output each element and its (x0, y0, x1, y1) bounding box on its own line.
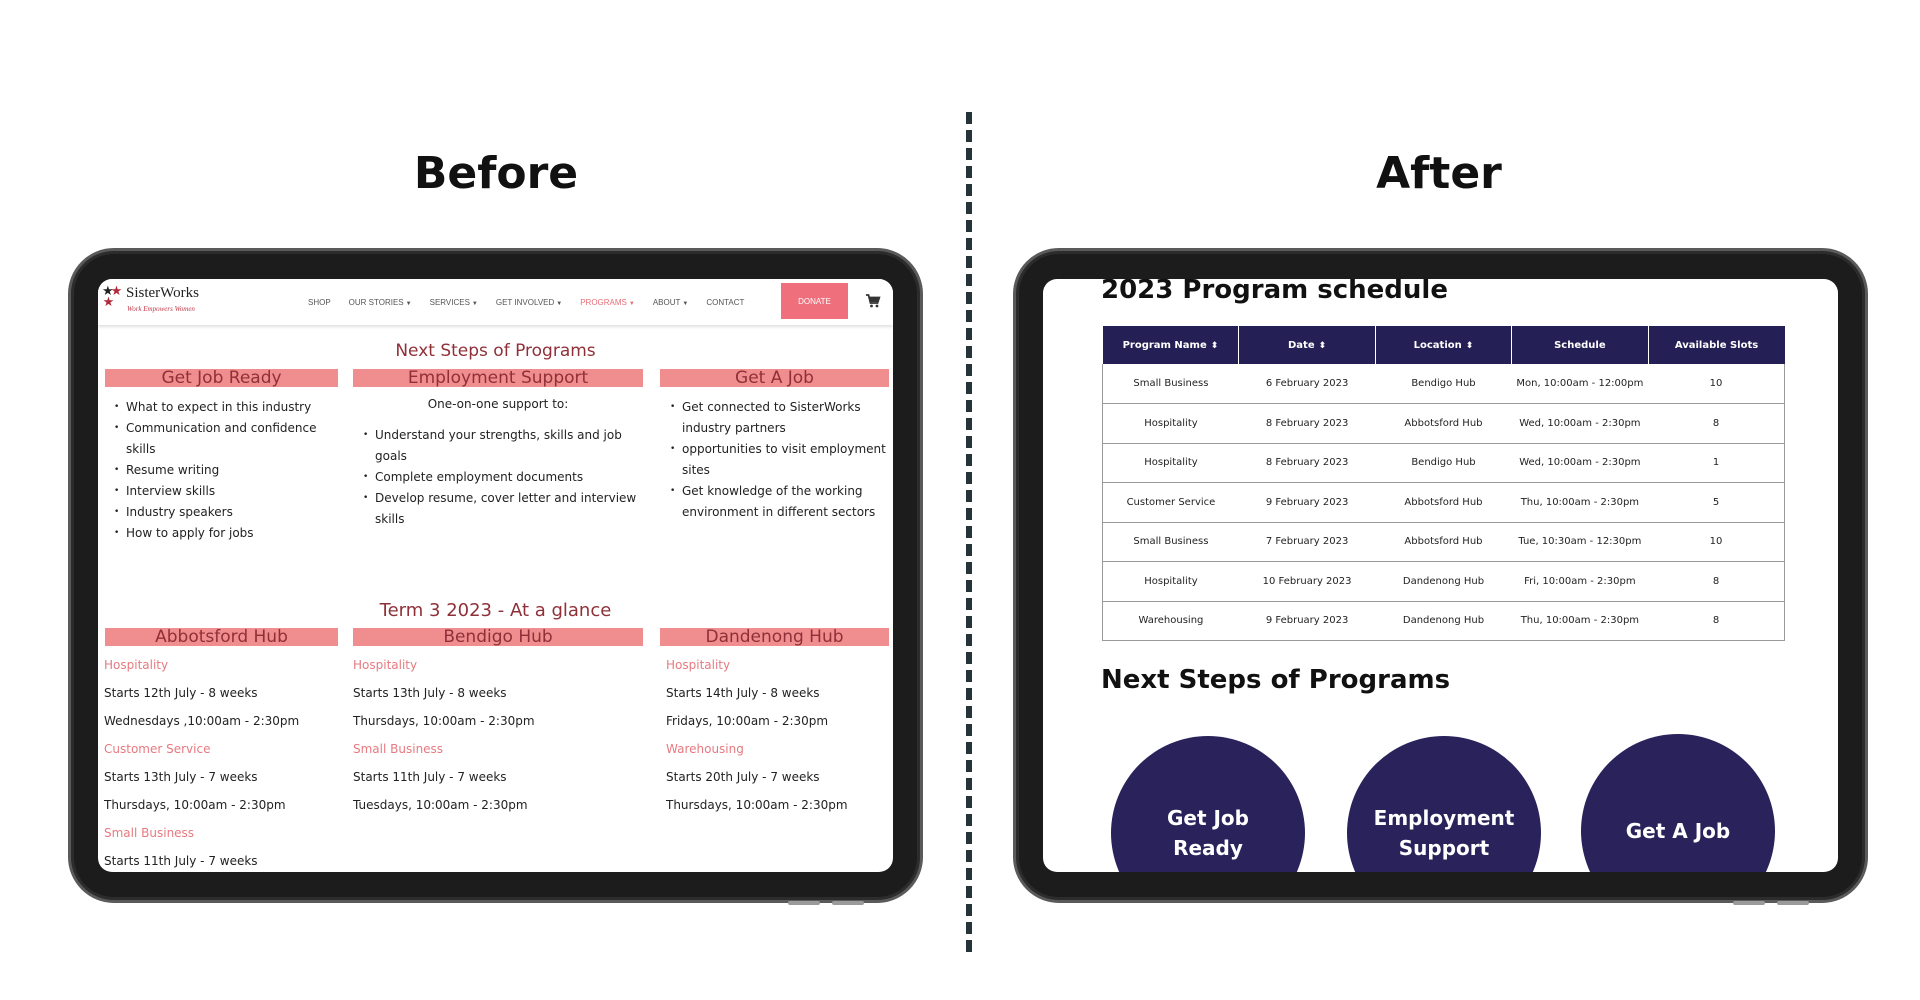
step-circle-employment-support[interactable] (1347, 736, 1541, 872)
table-cell: 10 February 2023 (1239, 562, 1375, 602)
list-item: • Complete employment documents (361, 467, 643, 488)
list-item: • Industry speakers (112, 502, 340, 523)
hub-program-name: Customer Service (104, 742, 211, 756)
tablet-button (1777, 901, 1809, 905)
hub-program-detail: Thursdays, 10:00am - 2:30pm (104, 798, 286, 812)
nav-link-label: OUR STORIES (348, 297, 404, 307)
table-cell: 10 (1648, 522, 1784, 562)
program-list-employment-support (361, 425, 643, 530)
after-tablet (1013, 248, 1868, 903)
sisterworks-logo[interactable] (102, 283, 222, 321)
nav-link-label: SHOP (308, 297, 331, 307)
column-header-label: Schedule (1554, 339, 1606, 351)
list-item: • Understand your strengths, skills and job goals (361, 425, 643, 467)
table-cell: 7 February 2023 (1239, 522, 1375, 562)
list-item: • Get connected to SisterWorks industry partners (668, 397, 890, 439)
nav-menu (308, 279, 744, 325)
column-header-label: Program Name (1122, 339, 1207, 351)
column-header-date[interactable] (1239, 326, 1375, 364)
hub-col-bendigo (353, 651, 643, 819)
hub-program-detail: Wednesdays ,10:00am - 2:30pm (104, 714, 300, 728)
program-bar-get-job-ready: Get Job Ready (105, 369, 338, 387)
hub-program-detail: Starts 14th July - 8 weeks (666, 686, 820, 700)
hub-program-detail: Starts 12th July - 8 weeks (104, 686, 258, 700)
column-header-schedule (1512, 326, 1648, 364)
after-heading: After (1376, 148, 1502, 199)
table-cell: Tue, 10:30am - 12:30pm (1512, 522, 1648, 562)
nav-link-services[interactable] (430, 298, 478, 307)
list-item: • What to expect in this industry (112, 397, 340, 418)
column-header-label: Location (1413, 339, 1462, 351)
before-screen (98, 279, 893, 872)
hub-bar-abbotsford: Abbotsford Hub (105, 628, 338, 646)
step-circle-get-job-ready[interactable] (1111, 736, 1305, 872)
nav-link-about[interactable] (653, 298, 689, 307)
table-cell: 8 (1648, 601, 1784, 641)
list-item: • opportunities to visit employment sites (668, 439, 890, 481)
table-cell: 9 February 2023 (1239, 601, 1375, 641)
caret-down-icon: ▼ (682, 300, 689, 307)
table-cell: 9 February 2023 (1239, 483, 1375, 523)
table-cell: 8 (1648, 562, 1784, 602)
donate-button[interactable]: DONATE (781, 283, 848, 319)
cart-icon[interactable] (865, 293, 881, 309)
table-row (1103, 483, 1785, 523)
nav-link-programs[interactable] (580, 298, 635, 307)
table-cell: Bendigo Hub (1375, 364, 1511, 404)
nav-link-get-involved[interactable] (496, 298, 562, 307)
site-navbar (98, 279, 893, 325)
schedule-body (1103, 364, 1785, 641)
program-bar-employment-support: Employment Support (353, 369, 643, 387)
tablet-button (832, 901, 864, 905)
table-row (1103, 522, 1785, 562)
table-cell: Hospitality (1103, 404, 1239, 444)
hub-program-detail: Starts 13th July - 8 weeks (353, 686, 507, 700)
hub-program-name: Small Business (104, 826, 195, 840)
table-cell: 1 (1648, 443, 1784, 483)
column-header-label: Date (1288, 339, 1315, 351)
table-cell: 8 (1648, 404, 1784, 444)
hub-program-detail: Starts 20th July - 7 weeks (666, 770, 820, 784)
table-cell: 8 February 2023 (1239, 404, 1375, 444)
caret-down-icon: ▼ (405, 300, 412, 307)
step-label: Employment Support (1373, 806, 1515, 860)
program-list-get-a-job (668, 397, 890, 523)
sort-icon[interactable]: ⬍ (1318, 340, 1327, 351)
table-cell: Wed, 10:00am - 2:30pm (1512, 404, 1648, 444)
table-cell: Dandenong Hub (1375, 562, 1511, 602)
table-cell: 6 February 2023 (1239, 364, 1375, 404)
step-label: Get A Job (1625, 819, 1731, 843)
table-row (1103, 364, 1785, 404)
table-cell: Hospitality (1103, 562, 1239, 602)
hub-program-name: Warehousing (666, 742, 744, 756)
before-tablet (68, 248, 923, 903)
hub-bar-bendigo: Bendigo Hub (353, 628, 643, 646)
table-cell: Dandenong Hub (1375, 601, 1511, 641)
hub-program-detail: Fridays, 10:00am - 2:30pm (666, 714, 829, 728)
table-cell: Bendigo Hub (1375, 443, 1511, 483)
table-cell: Customer Service (1103, 483, 1239, 523)
hub-col-abbotsford (104, 651, 339, 872)
table-cell: Warehousing (1103, 601, 1239, 641)
table-row (1103, 404, 1785, 444)
caret-down-icon: ▼ (628, 300, 635, 307)
nav-link-contact[interactable] (706, 298, 744, 307)
hub-program-name: Hospitality (666, 658, 731, 672)
table-cell: Hospitality (1103, 443, 1239, 483)
hub-bar-dandenong: Dandenong Hub (660, 628, 889, 646)
list-item: • Develop resume, cover letter and interview skills (361, 488, 643, 530)
tablet-button (1733, 901, 1765, 905)
sort-icon[interactable]: ⬍ (1210, 340, 1219, 351)
nav-link-label: SERVICES (429, 297, 470, 307)
table-row (1103, 443, 1785, 483)
hub-program-detail: Starts 13th July - 7 weeks (104, 770, 258, 784)
term-title: Term 3 2023 - At a glance (379, 600, 612, 621)
table-cell: 10 (1648, 364, 1784, 404)
nav-link-label: PROGRAMS (580, 297, 627, 307)
table-cell: 8 February 2023 (1239, 443, 1375, 483)
logo-tagline: Work Empowers Women (127, 305, 195, 313)
table-cell: Thu, 10:00am - 2:30pm (1512, 601, 1648, 641)
nav-link-label: GET INVOLVED (495, 297, 555, 307)
hub-program-detail: Starts 11th July - 7 weeks (353, 770, 507, 784)
hub-col-dandenong (666, 651, 890, 819)
next-steps-title-after: Next Steps of Programs (1101, 665, 1451, 695)
column-header-location[interactable] (1375, 326, 1511, 364)
table-cell: Small Business (1103, 522, 1239, 562)
table-cell: Thu, 10:00am - 2:30pm (1512, 483, 1648, 523)
program-list-get-job-ready (112, 397, 340, 544)
list-item: • Get knowledge of the working environment in different sectors (668, 481, 890, 523)
logo-name: SisterWorks (126, 285, 199, 301)
list-item: • How to apply for jobs (112, 523, 340, 544)
list-item: • Interview skills (112, 481, 340, 502)
program-bar-get-a-job: Get A Job (660, 369, 889, 387)
column-header-available-slots (1648, 326, 1784, 364)
hub-program-detail: Tuesdays, 10:00am - 2:30pm (353, 798, 528, 812)
hub-program-name: Hospitality (353, 658, 418, 672)
nav-link-label: ABOUT (652, 297, 681, 307)
table-cell: Fri, 10:00am - 2:30pm (1512, 562, 1648, 602)
hub-program-name: Hospitality (104, 658, 169, 672)
stars-logo-icon: ★★ ★ (102, 283, 120, 309)
schedule-table (1102, 326, 1785, 641)
after-screen (1043, 279, 1838, 872)
hub-program-detail: Starts 11th July - 7 weeks (104, 854, 258, 868)
caret-down-icon: ▼ (471, 300, 478, 307)
nav-link-our-stories[interactable] (349, 298, 412, 307)
table-row (1103, 562, 1785, 602)
step-circle-get-a-job[interactable] (1581, 734, 1775, 872)
table-row (1103, 601, 1785, 641)
column-header-program-name[interactable] (1103, 326, 1239, 364)
next-steps-title: Next Steps of Programs (395, 341, 596, 361)
schedule-header-row (1103, 326, 1785, 364)
list-item: • Resume writing (112, 460, 340, 481)
employment-support-intro: One-on-one support to: (427, 397, 569, 411)
sort-icon[interactable]: ⬍ (1465, 340, 1474, 351)
nav-link-label: CONTACT (706, 297, 745, 307)
nav-link-shop[interactable] (308, 298, 331, 307)
column-header-label: Available Slots (1674, 339, 1759, 351)
hub-program-detail: Thursdays, 10:00am - 2:30pm (666, 798, 848, 812)
hub-program-name: Small Business (353, 742, 444, 756)
before-heading: Before (413, 148, 579, 199)
step-label: Get Job Ready (1166, 806, 1249, 860)
list-item: • Communication and confidence skills (112, 418, 340, 460)
schedule-title: 2023 Program schedule (1101, 279, 1448, 305)
hub-program-detail: Thursdays, 10:00am - 2:30pm (353, 714, 535, 728)
table-cell: Wed, 10:00am - 2:30pm (1512, 443, 1648, 483)
dashed-divider (966, 112, 972, 952)
table-cell: Abbotsford Hub (1375, 483, 1511, 523)
table-cell: Small Business (1103, 364, 1239, 404)
table-cell: Abbotsford Hub (1375, 404, 1511, 444)
caret-down-icon: ▼ (556, 300, 563, 307)
table-cell: Mon, 10:00am - 12:00pm (1512, 364, 1648, 404)
table-cell: 5 (1648, 483, 1784, 523)
table-cell: Abbotsford Hub (1375, 522, 1511, 562)
tablet-button (788, 901, 820, 905)
